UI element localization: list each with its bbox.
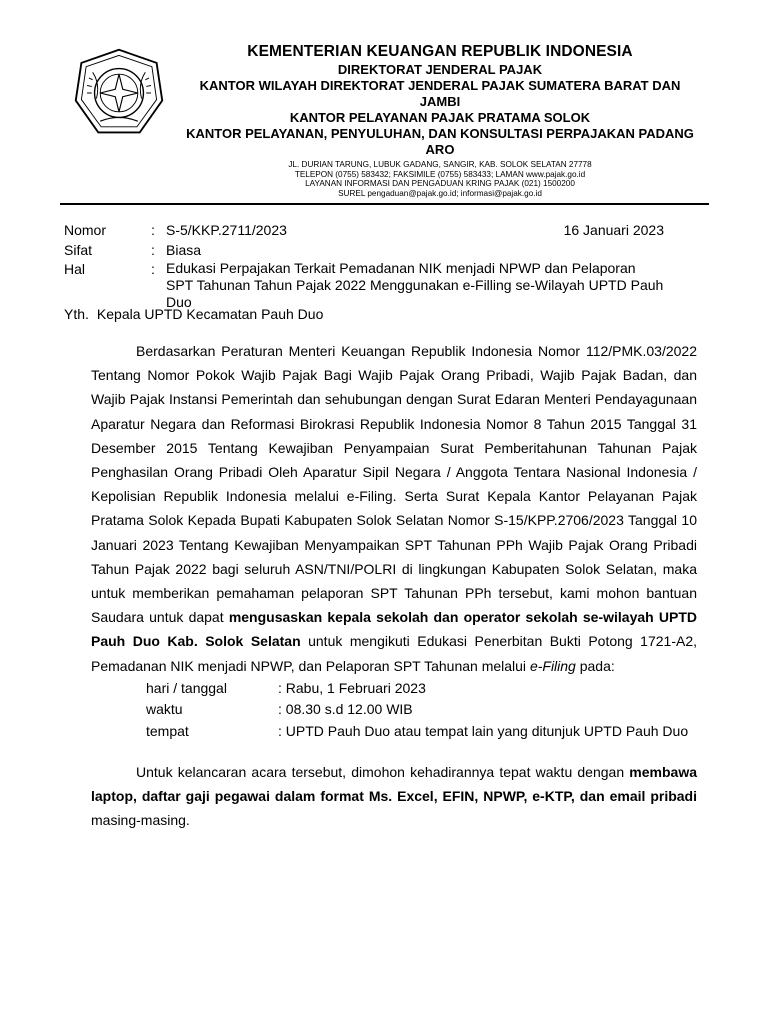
- p1-efiling: e-Filing: [529, 657, 576, 674]
- nomor-label: Nomor: [64, 222, 107, 238]
- nomor-colon: :: [151, 222, 155, 238]
- schedule-time-label: waktu: [146, 701, 183, 717]
- letterhead-divider: [60, 203, 709, 205]
- address-line: JL. DURIAN TARUNG, LUBUK GADANG, SANGIR, KAB. SOLOK SELATAN 27778: [288, 160, 592, 169]
- recipient: [64, 304, 323, 324]
- office-address: [172, 160, 708, 198]
- letterhead: [172, 42, 708, 198]
- recipient-prefix: Yth.: [64, 306, 89, 322]
- body-paragraph-1: [91, 339, 697, 678]
- schedule-day-value: : Rabu, 1 Februari 2023: [278, 680, 426, 696]
- schedule-place-label: tempat: [146, 723, 189, 739]
- directorate-general: DIREKTORAT JENDERAL PAJAK: [337, 62, 543, 77]
- ministry-name: KEMENTERIAN KEUANGAN REPUBLIK INDONESIA: [247, 43, 633, 60]
- hal-colon: :: [151, 261, 155, 277]
- regional-office: KANTOR WILAYAH DIREKTORAT JENDERAL PAJAK SUMATERA BARAT DAN JAMBI: [199, 78, 681, 109]
- ministry-emblem-icon: [72, 46, 166, 140]
- p2-end: masing-masing.: [91, 812, 190, 829]
- recipient-name: Kepala UPTD Kecamatan Pauh Duo: [96, 306, 324, 322]
- letter-subject: Edukasi Perpajakan Terkait Pemadanan NIK menjadi NPWP dan Pelaporan SPT Tahunan Tahun Pajak 2022 Menggunakan e-Filling se-Wilayah UPTD Pauh Duo: [166, 260, 664, 310]
- body-paragraph-2: [91, 760, 697, 833]
- p1-end: pada:: [579, 657, 615, 674]
- letter-date: 16 Januari 2023: [563, 222, 664, 238]
- p1-tail: untuk mengikuti Edukasi Penerbitan Bukti Potong 1721-A2, Pemadanan NIK menjadi NPWP, dan Pelaporan SPT Tahunan melalui: [91, 633, 697, 674]
- p2-text: Untuk kelancaran acara tersebut, dimohon kehadirannya tepat waktu dengan: [136, 764, 625, 780]
- letter-nature: Biasa: [166, 242, 202, 258]
- service-office: KANTOR PELAYANAN, PENYULUHAN, DAN KONSULTASI PERPAJAKAN PADANG ARO: [186, 126, 694, 157]
- hal-label: Hal: [64, 261, 86, 277]
- sifat-colon: :: [151, 242, 155, 258]
- email-line: SUREL pengaduan@pajak.go.id; informasi@pajak.go.id: [338, 188, 542, 198]
- letter-number: S-5/KKP.2711/2023: [166, 222, 287, 238]
- contact-line: TELEPON (0755) 583432; FAKSIMILE (0755) 583433; LAMAN www.pajak.go.id: [294, 169, 586, 179]
- p1-text: Berdasarkan Peraturan Menteri Keuangan Republik Indonesia Nomor 112/PMK.03/2022 Tentang Nomor Pokok Wajib Pajak Bagi Wajib Pajak Orang Pribadi, Wajib Pajak Badan, dan Wajib Pajak Instansi Pemerintah dan sehubungan dengan Surat Edaran Menteri Pendayagunaan Aparatur Negara dan Reformasi Birokrasi Republik Indonesia Nomor 8 Tahun 2015 Tanggal 31 Desember 2015 Tentang Kewajiban Penyampaian Surat Pemberitahunan Tahunan Pajak Penghasilan Orang Pribadi Oleh Aparatur Sipil Negara / Anggota Tentara Nasional Indonesia / Kepolisian Republik Indonesia melalui e-Filing. Serta Surat Kepala Kantor Pelayanan Pajak Pratama Solok Kepada Bupati Kabupaten Solok Selatan Nomor S-15/KPP.2706/2023 Tanggal 10 Januari 2023 Tentang Kewajiban Menyampaikan SPT Tahunan PPh Wajib Pajak Orang Pribadi Tahun Pajak 2022 bagi seluruh ASN/TNI/POLRI di lingkungan Kabupaten Solok Selatan, maka untuk memberikan pemahaman pelaporan SPT Tahunan PPh tersebut, kami mohon bantuan Saudara untuk dapat: [91, 343, 697, 626]
- schedule-place-value: : UPTD Pauh Duo atau tempat lain yang ditunjuk UPTD Pauh Duo: [278, 723, 689, 739]
- tax-office: KANTOR PELAYANAN PAJAK PRATAMA SOLOK: [289, 110, 591, 125]
- sifat-label: Sifat: [64, 242, 93, 258]
- p1-emphasis: mengusaskan kepala sekolah dan operator sekolah se-wilayah UPTD Pauh Duo Kab. Solok Selatan: [91, 609, 698, 650]
- schedule-day-label: hari / tanggal: [146, 680, 227, 696]
- p2-emphasis: membawa laptop, daftar gaji pegawai dalam format Ms. Excel, EFIN, NPWP, e-KTP, dan email pribadi: [91, 764, 697, 805]
- schedule-time-value: : 08.30 s.d 12.00 WIB: [278, 701, 413, 717]
- info-line: LAYANAN INFORMASI DAN PENGADUAN KRING PAJAK (021) 1500200: [305, 179, 575, 189]
